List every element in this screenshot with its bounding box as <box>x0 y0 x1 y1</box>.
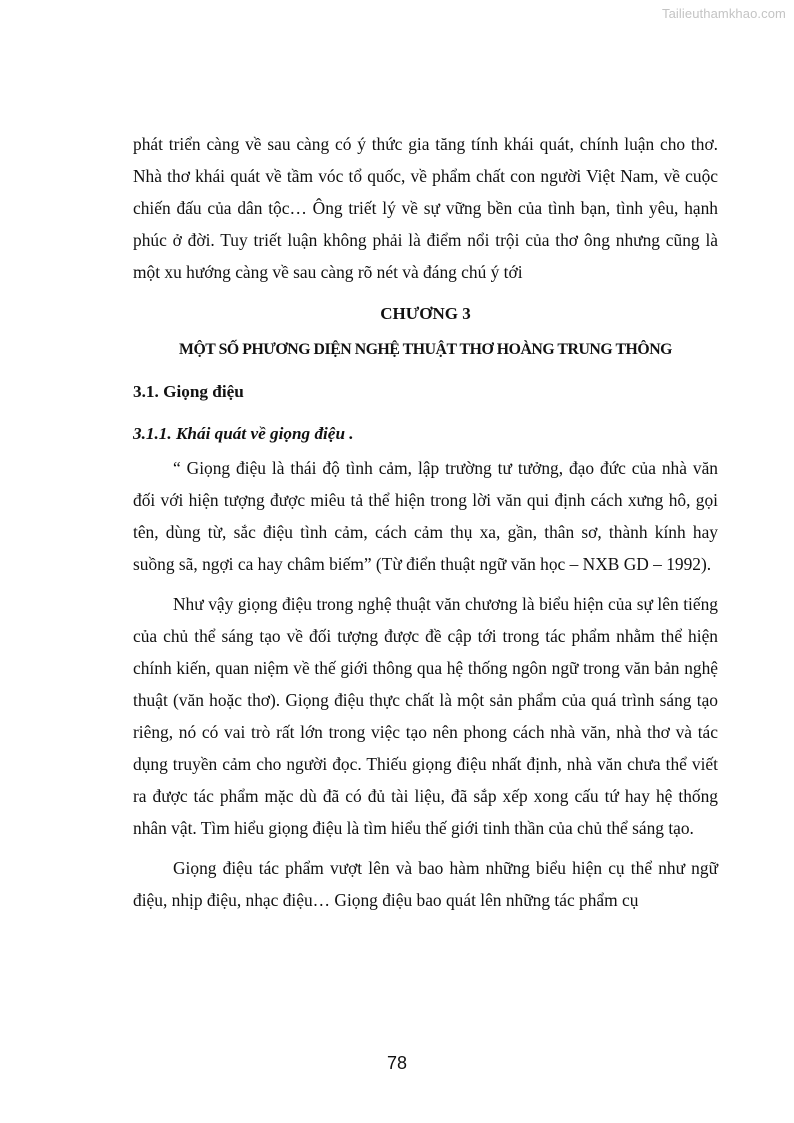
intro-paragraph: phát triển càng về sau càng có ý thức gia tăng tính khái quát, chính luận cho thơ. Nhà thơ khái quát về tầm vóc tổ quốc, về phẩm chất con người Việt Nam, về cuộc chiến đấu của dân tộc… Ông triết lý về sự vững bền của tình bạn, tình yêu, hạnh phúc ở đời. Tuy triết luận không phải là điểm nổi trội của thơ ông nhưng cũng là một xu hướng càng về sau càng rõ nét và đáng chú ý tới <box>133 134 718 282</box>
chapter-title: MỘT SỐ PHƯƠNG DIỆN NGHỆ THUẬT THƠ HOÀNG TRUNG THÔNG <box>178 341 673 358</box>
quote-paragraph: “ Giọng điệu là thái độ tình cảm, lập trường tư tưởng, đạo đức của nhà văn đối với hiện tượng được miêu tả thể hiện trong lời văn qui định cách xưng hô, gọi tên, dùng từ, sắc điệu tình cảm, cách cảm thụ xa, gần, thân sơ, thành kính hay suồng sã, ngợi ca hay châm biếm” (Từ điển thuật ngữ văn học – NXB GD – 1992). <box>133 458 718 574</box>
page-content <box>133 128 718 916</box>
body-paragraph-3: Giọng điệu tác phẩm vượt lên và bao hàm những biểu hiện cụ thể như ngữ điệu, nhịp điệu, nhạc điệu… Giọng điệu bao quát lên những tác phẩm cụ <box>133 858 718 910</box>
page-number: 78 <box>386 1053 408 1073</box>
chapter-label: CHƯƠNG 3 <box>380 304 471 323</box>
watermark: Tailieuthamkhao.com <box>661 6 786 21</box>
section-heading: 3.1. Giọng điệu <box>133 382 244 401</box>
subsection-heading: 3.1.1. Khái quát về giọng điệu . <box>133 424 354 443</box>
body-paragraph-2: Như vậy giọng điệu trong nghệ thuật văn chương là biểu hiện của sự lên tiếng của chủ thể sáng tạo về đối tượng được đề cập tới trong tác phẩm nhằm thể hiện chính kiến, quan niệm về thế giới thông qua hệ thống ngôn ngữ trong văn bản nghệ thuật (văn hoặc thơ). Giọng điệu thực chất là một sản phẩm của quá trình sáng tạo riêng, nó có vai trò rất lớn trong việc tạo nên phong cách nhà văn, nhà thơ và tác dụng truyền cảm cho người đọc. Thiếu giọng điệu nhất định, nhà văn chưa thể viết ra được tác phẩm mặc dù đã có đủ tài liệu, đã sắp xếp xong cấu tứ hay hệ thống nhân vật. Tìm hiểu giọng điệu là tìm hiểu thế giới tinh thần của chủ thể sáng tạo. <box>133 594 718 838</box>
